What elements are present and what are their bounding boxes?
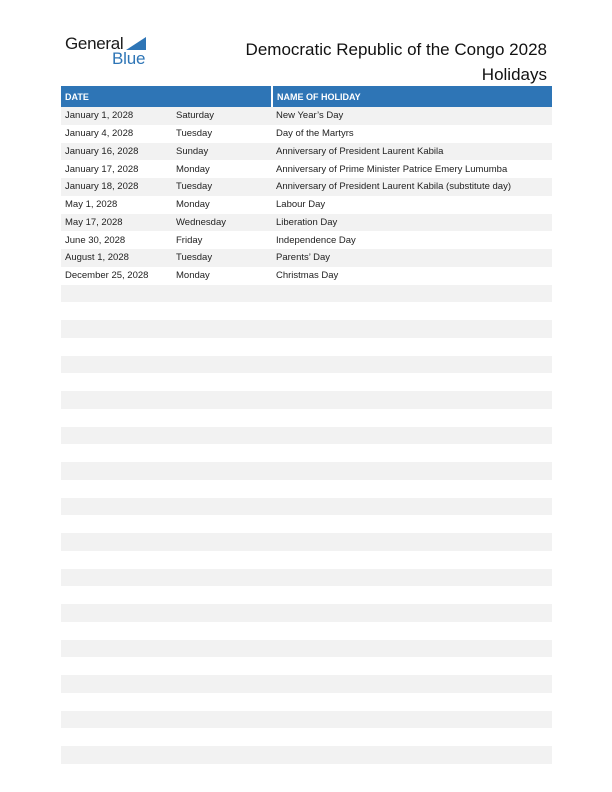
date-cell: January 16, 2028 — [61, 143, 172, 161]
table-row — [61, 196, 552, 214]
table-row — [61, 320, 552, 338]
day-cell — [172, 693, 272, 711]
day-cell — [172, 533, 272, 551]
table-row — [61, 515, 552, 533]
table-row — [61, 533, 552, 551]
holiday-name-cell: Parents’ Day — [272, 249, 552, 267]
table-row — [61, 302, 552, 320]
holiday-table — [61, 86, 552, 764]
holiday-name-cell — [272, 444, 552, 462]
date-cell: August 1, 2028 — [61, 249, 172, 267]
day-cell — [172, 711, 272, 729]
date-cell: May 17, 2028 — [61, 214, 172, 232]
date-cell — [61, 427, 172, 445]
day-cell — [172, 356, 272, 374]
day-cell — [172, 285, 272, 303]
date-cell: May 1, 2028 — [61, 196, 172, 214]
table-row — [61, 356, 552, 374]
table-row — [61, 267, 552, 285]
table-row — [61, 338, 552, 356]
holiday-name-cell — [272, 302, 552, 320]
table-row — [61, 569, 552, 587]
date-cell — [61, 586, 172, 604]
day-cell — [172, 373, 272, 391]
holiday-name-cell — [272, 728, 552, 746]
table-row — [61, 480, 552, 498]
table-row — [61, 657, 552, 675]
day-cell — [172, 462, 272, 480]
holiday-name-cell — [272, 515, 552, 533]
day-cell — [172, 640, 272, 658]
date-cell: June 30, 2028 — [61, 231, 172, 249]
day-cell: Tuesday — [172, 249, 272, 267]
day-cell — [172, 409, 272, 427]
holiday-name-cell — [272, 285, 552, 303]
holiday-name-cell — [272, 657, 552, 675]
logo-general-text: General — [65, 34, 124, 53]
table-row — [61, 373, 552, 391]
table-row — [61, 125, 552, 143]
day-cell — [172, 427, 272, 445]
holiday-name-cell — [272, 356, 552, 374]
holiday-name-cell: Day of the Martyrs — [272, 125, 552, 143]
day-cell — [172, 480, 272, 498]
day-cell — [172, 498, 272, 516]
date-cell — [61, 640, 172, 658]
logo-blue-text: Blue — [112, 49, 146, 68]
date-cell — [61, 728, 172, 746]
table-row — [61, 498, 552, 516]
table-row — [61, 462, 552, 480]
day-cell — [172, 302, 272, 320]
day-cell — [172, 444, 272, 462]
holiday-name-cell — [272, 711, 552, 729]
holiday-name-cell — [272, 622, 552, 640]
holiday-name-cell: Anniversary of President Laurent Kabila (substitute day) — [272, 178, 552, 196]
generalblue-logo — [65, 34, 155, 70]
holiday-name-cell — [272, 746, 552, 764]
date-cell: January 17, 2028 — [61, 160, 172, 178]
holiday-name-cell: Labour Day — [272, 196, 552, 214]
date-cell: January 4, 2028 — [61, 125, 172, 143]
date-cell — [61, 391, 172, 409]
column-header-holiday: NAME OF HOLIDAY — [272, 86, 552, 107]
table-header-row — [61, 86, 552, 107]
table-row — [61, 586, 552, 604]
date-cell: December 25, 2028 — [61, 267, 172, 285]
date-cell — [61, 622, 172, 640]
date-cell — [61, 320, 172, 338]
date-cell — [61, 356, 172, 374]
day-cell — [172, 657, 272, 675]
day-cell: Friday — [172, 231, 272, 249]
table-row — [61, 693, 552, 711]
table-row — [61, 427, 552, 445]
table-row — [61, 231, 552, 249]
table-row — [61, 604, 552, 622]
holiday-name-cell — [272, 551, 552, 569]
table-row — [61, 214, 552, 232]
date-cell — [61, 373, 172, 391]
day-cell — [172, 746, 272, 764]
table-row — [61, 728, 552, 746]
holiday-name-cell — [272, 391, 552, 409]
day-cell — [172, 675, 272, 693]
holiday-name-cell — [272, 373, 552, 391]
day-cell: Monday — [172, 160, 272, 178]
date-cell — [61, 711, 172, 729]
holiday-name-cell — [272, 640, 552, 658]
day-cell: Tuesday — [172, 178, 272, 196]
holiday-name-cell — [272, 604, 552, 622]
day-cell: Wednesday — [172, 214, 272, 232]
holiday-name-cell — [272, 462, 552, 480]
holiday-name-cell: Anniversary of President Laurent Kabila — [272, 143, 552, 161]
date-cell — [61, 569, 172, 587]
date-cell — [61, 444, 172, 462]
date-cell — [61, 480, 172, 498]
day-cell — [172, 551, 272, 569]
holiday-name-cell: Christmas Day — [272, 267, 552, 285]
day-cell — [172, 622, 272, 640]
table-row — [61, 444, 552, 462]
date-cell — [61, 285, 172, 303]
day-cell — [172, 320, 272, 338]
table-row — [61, 711, 552, 729]
holiday-name-cell — [272, 338, 552, 356]
day-cell — [172, 515, 272, 533]
table-row — [61, 746, 552, 764]
table-body — [61, 107, 552, 764]
table-row — [61, 622, 552, 640]
day-cell: Monday — [172, 196, 272, 214]
table-row — [61, 551, 552, 569]
holiday-name-cell — [272, 586, 552, 604]
page-title: Democratic Republic of the Congo 2028 Holidays — [245, 40, 547, 84]
day-cell — [172, 604, 272, 622]
holiday-name-cell — [272, 480, 552, 498]
holiday-name-cell: Independence Day — [272, 231, 552, 249]
holiday-name-cell — [272, 693, 552, 711]
day-cell — [172, 569, 272, 587]
day-cell: Monday — [172, 267, 272, 285]
table-row — [61, 409, 552, 427]
table-row — [61, 391, 552, 409]
date-cell — [61, 462, 172, 480]
day-cell: Sunday — [172, 143, 272, 161]
holiday-name-cell — [272, 320, 552, 338]
date-cell — [61, 657, 172, 675]
day-cell — [172, 728, 272, 746]
holiday-name-cell: Anniversary of Prime Minister Patrice Emery Lumumba — [272, 160, 552, 178]
holiday-name-cell: Liberation Day — [272, 214, 552, 232]
holiday-name-cell — [272, 675, 552, 693]
table-row — [61, 143, 552, 161]
date-cell — [61, 675, 172, 693]
column-header-date: DATE — [61, 86, 272, 107]
table-row — [61, 285, 552, 303]
date-cell — [61, 746, 172, 764]
date-cell — [61, 498, 172, 516]
table-row — [61, 160, 552, 178]
holiday-name-cell — [272, 569, 552, 587]
holiday-name-cell — [272, 409, 552, 427]
day-cell — [172, 391, 272, 409]
date-cell — [61, 338, 172, 356]
date-cell — [61, 604, 172, 622]
table-row — [61, 675, 552, 693]
day-cell: Saturday — [172, 107, 272, 125]
date-cell — [61, 551, 172, 569]
day-cell — [172, 586, 272, 604]
holiday-name-cell — [272, 533, 552, 551]
date-cell — [61, 533, 172, 551]
date-cell — [61, 302, 172, 320]
date-cell: January 18, 2028 — [61, 178, 172, 196]
holiday-name-cell — [272, 427, 552, 445]
holiday-name-cell: New Year’s Day — [272, 107, 552, 125]
day-cell — [172, 338, 272, 356]
table-row — [61, 640, 552, 658]
date-cell: January 1, 2028 — [61, 107, 172, 125]
date-cell — [61, 693, 172, 711]
table-row — [61, 178, 552, 196]
table-row — [61, 107, 552, 125]
holiday-name-cell — [272, 498, 552, 516]
date-cell — [61, 409, 172, 427]
day-cell: Tuesday — [172, 125, 272, 143]
table-row — [61, 249, 552, 267]
date-cell — [61, 515, 172, 533]
